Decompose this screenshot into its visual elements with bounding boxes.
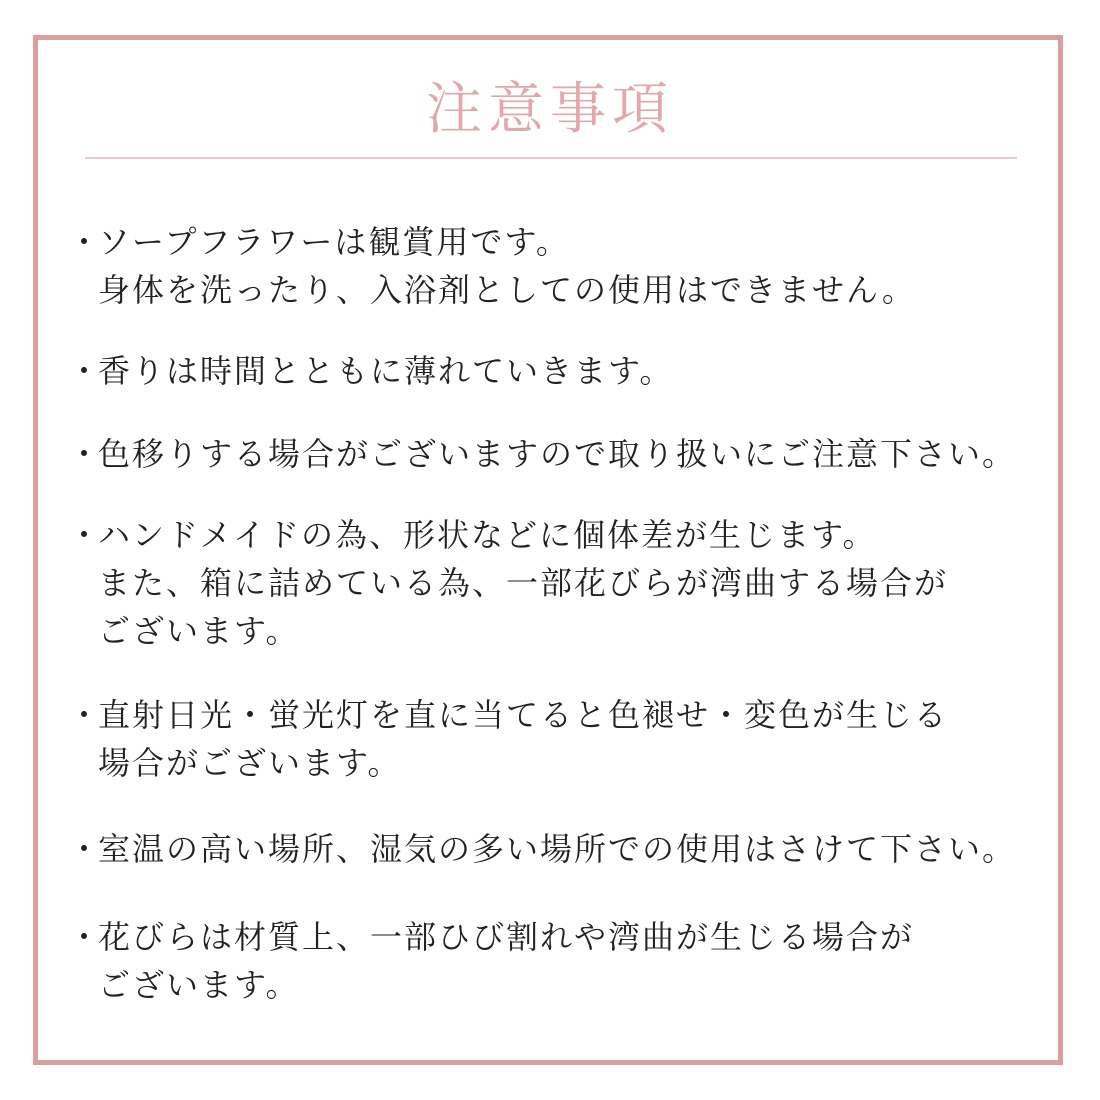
note-line xyxy=(68,691,948,739)
note-item xyxy=(68,511,948,655)
note-line xyxy=(68,266,916,314)
bullet: ・ xyxy=(68,223,103,261)
note-item xyxy=(68,347,673,395)
title-divider xyxy=(85,157,1017,159)
note-item xyxy=(68,913,914,1009)
note-text: 花びらは材質上、一部ひび割れや湾曲が生じる場合が xyxy=(98,918,915,956)
note-text: ございます。 xyxy=(98,966,300,1004)
note-line xyxy=(68,430,1016,478)
page-title: 注意事項 xyxy=(426,77,674,142)
note-item xyxy=(68,430,1016,478)
bullet: ・ xyxy=(68,435,103,473)
note-item xyxy=(68,691,948,787)
note-text: 香りは時間とともに薄れていきます。 xyxy=(98,352,674,390)
note-text: また、箱に詰めている為、一部花びらが湾曲する場合が xyxy=(98,564,949,602)
bullet: ・ xyxy=(68,830,103,868)
note-text: ハンドメイドの為、形状などに個体差が生じます。 xyxy=(98,516,877,554)
note-text: 色移りする場合がございますので取り扱いにご注意下さい。 xyxy=(98,435,1017,473)
note-line xyxy=(68,218,916,266)
note-line xyxy=(68,825,1016,873)
bullet: ・ xyxy=(68,352,103,390)
note-item xyxy=(68,218,916,314)
note-line xyxy=(68,739,948,787)
note-text: ソープフラワーは観賞用です。 xyxy=(98,223,570,261)
note-text: 室温の高い場所、湿気の多い場所での使用はさけて下さい。 xyxy=(98,830,1017,868)
bullet: ・ xyxy=(68,696,103,734)
note-text: 場合がございます。 xyxy=(98,744,402,782)
note-item xyxy=(68,825,1016,873)
note-text: 直射日光・蛍光灯を直に当てると色褪せ・変色が生じる xyxy=(98,696,949,734)
note-text: ございます。 xyxy=(98,612,300,650)
note-line xyxy=(68,347,673,395)
bullet: ・ xyxy=(68,918,103,956)
note-line xyxy=(68,913,914,961)
bullet: ・ xyxy=(68,516,103,554)
note-text: 身体を洗ったり、入浴剤としての使用はできません。 xyxy=(98,271,916,309)
note-line xyxy=(68,607,948,655)
note-line xyxy=(68,559,948,607)
note-line xyxy=(68,511,948,559)
note-line xyxy=(68,961,914,1009)
